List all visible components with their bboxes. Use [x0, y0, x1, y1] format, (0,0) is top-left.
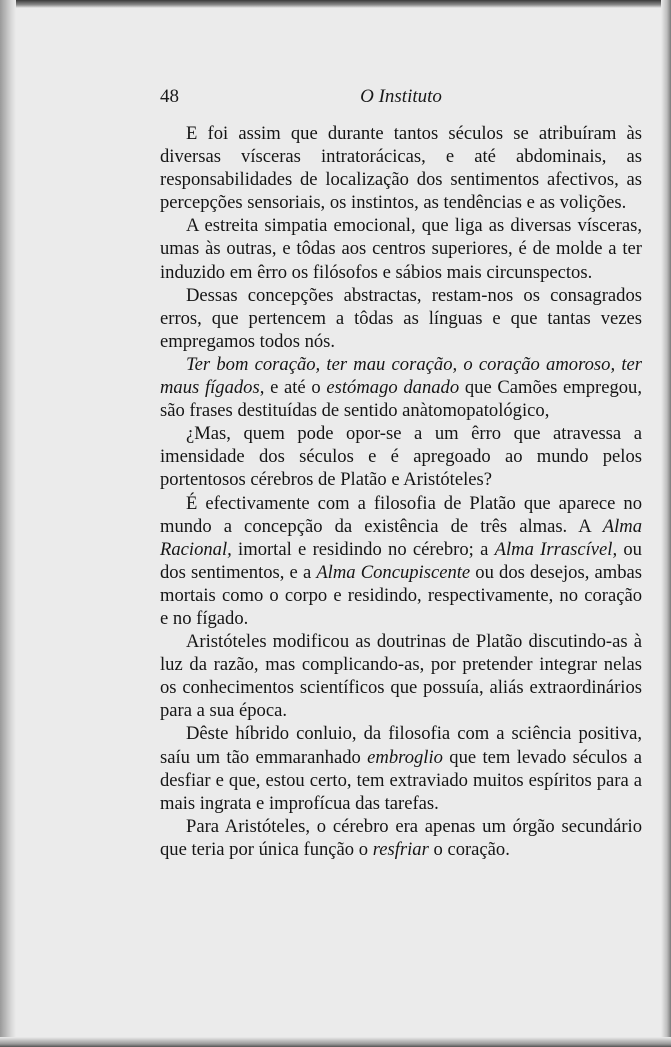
- text-run: Aristóteles modificou as doutrinas de Platão discutindo-as à luz da razão, mas complicando-as, por pretender integrar nelas os conhecimentos scientíficos que possuía, aliás extraordinários para a sua época.: [160, 631, 642, 722]
- paragraph-5: [160, 422, 642, 491]
- text-run: imortal e residindo no cérebro; a: [231, 538, 495, 560]
- text-run: Dessas concepções abstractas, restam-nos os consagrados erros, que pertencem a tôdas as línguas e que tantas vezes empregamos todos nós.: [160, 284, 642, 352]
- text-run: E foi assim que durante tantos séculos se atribuíram às diversas vísceras intratorácicas, e até abdominais, as responsabilidades de localização dos sentimentos afectivos, as percepções sensoriais, os instintos, as tendências e as volições.: [160, 123, 642, 214]
- paragraph-4: [160, 353, 642, 422]
- italic-text: resfriar: [372, 838, 429, 860]
- page-bottom-shadow: [0, 1037, 671, 1047]
- italic-text: estómago danado: [326, 377, 460, 399]
- text-run: ou dos desejos, ambas mortais como o corpo e residindo, respectivamente, no coração e no fígado.: [160, 561, 642, 629]
- text-run: ou dos sentimentos, e a: [160, 538, 642, 583]
- italic-text: Alma Irrascível,: [494, 538, 618, 560]
- page-number: 48: [160, 86, 179, 107]
- paragraph-9: [160, 815, 642, 861]
- paragraph-1: [160, 122, 642, 214]
- body-text: [160, 122, 642, 861]
- paragraph-6: [160, 492, 642, 631]
- paragraph-8: [160, 722, 642, 814]
- page-binding-shadow: [0, 0, 16, 1047]
- text-run: A estreita simpatia emocional, que liga as diversas vísceras, umas às outras, e tôdas aos centros superiores, é de molde a ter induzido em êrro os filósofos e sábios mais circunspectos.: [160, 215, 642, 283]
- paragraph-2: [160, 214, 642, 283]
- italic-text: Alma Racional,: [160, 515, 642, 560]
- italic-text: Alma Concupiscente: [316, 561, 471, 583]
- text-run: Para Aristóteles, o cérebro era apenas um órgão secundário que teria por única função o: [160, 815, 642, 860]
- italic-text: embroglio: [367, 746, 443, 768]
- paragraph-3: [160, 284, 642, 353]
- text-run: ¿Mas, quem pode opor-se a um êrro que atravessa a imensidade dos séculos e é apregoado ao mundo pelos portentosos cérebros de Platão e Aristóteles?: [160, 423, 642, 491]
- page-top-shadow: [0, 0, 671, 8]
- text-run: o coração.: [428, 838, 510, 860]
- text-run: É efectivamente com a filosofia de Platão que aparece no mundo a concepção da existência de três almas. A: [160, 492, 642, 537]
- text-run: que tem levado séculos a desfiar e que, estou certo, tem extraviado muitos espíritos para a mais ingrata e improfícua das tarefas.: [160, 746, 642, 814]
- text-run: Dêste híbrido conluio, da filosofia com a sciência positiva, saíu um tão emmaranhado: [160, 723, 642, 768]
- text-run: que Camões empregou, são frases destituídas de sentido anàtomopatológico,: [160, 377, 642, 422]
- running-title: O Instituto: [360, 86, 442, 107]
- italic-text: Ter bom coração, ter mau coração, o coração amoroso, ter maus fígados: [160, 353, 642, 399]
- paragraph-7: [160, 630, 642, 722]
- running-header: [160, 86, 642, 114]
- text-run: , e até o: [259, 377, 327, 399]
- page-right-shadow: [661, 0, 671, 1047]
